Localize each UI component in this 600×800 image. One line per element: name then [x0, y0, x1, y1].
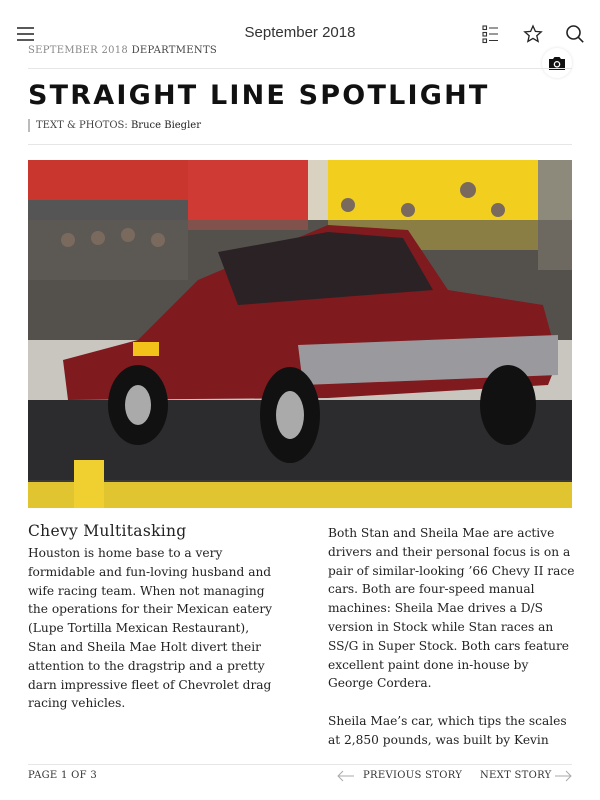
- article-column-left: [28, 520, 276, 732]
- page-indicator: PAGE 1 OF 3: [28, 770, 98, 781]
- article-paragraph: Sheila Mae’s car, which tips the scales at 2,850 pounds, was built by Kevin: [328, 713, 567, 747]
- previous-story-link[interactable]: PREVIOUS STORY: [363, 770, 463, 781]
- byline-label: TEXT & PHOTOS:: [36, 120, 128, 131]
- article-paragraph: Both Stan and Sheila Mae are active drivers and their personal focus is on a pair of similar-looking ’66 Chevy II race cars. Both are four-speed manual machines: Sheila Mae drives a D/S version in Stock while Stan races an SS/G in Super Stock. Both cars feature excellent paint done in-house by George Cordera.: [328, 526, 575, 691]
- article-paragraph: Houston is home base to a very formidable and fun-loving husband and wife racing team. When not managing the operations for their Mexican eatery (Lupe Tortilla Mexican Restaurant), Stan and Sheila Mae Holt divert their attention to the dragstrip and a pretty darn impressive fleet of Chevrolet drag racing vehicles.: [28, 546, 273, 711]
- drag-car-photo: [28, 160, 572, 508]
- byline: [28, 119, 201, 132]
- article-title: STRAIGHT LINE SPOTLIGHT: [28, 80, 490, 111]
- search-icon[interactable]: [565, 24, 585, 44]
- star-icon[interactable]: [523, 24, 543, 44]
- divider: [28, 68, 572, 69]
- arrow-right-icon[interactable]: [554, 770, 572, 782]
- top-bar: [0, 0, 600, 44]
- toc-list-icon[interactable]: [481, 24, 501, 44]
- article-subhead: Chevy Multitasking: [28, 522, 187, 540]
- divider: [28, 144, 572, 145]
- section-kicker: [28, 45, 217, 56]
- arrow-left-icon[interactable]: [337, 770, 355, 782]
- issue-date: SEPTEMBER 2018: [28, 45, 129, 56]
- article-column-right: [328, 524, 576, 768]
- camera-button[interactable]: [542, 48, 572, 78]
- byline-author: Bruce Biegler: [130, 120, 201, 131]
- section-name[interactable]: DEPARTMENTS: [131, 45, 218, 56]
- issue-title: September 2018: [244, 24, 356, 41]
- next-story-link[interactable]: NEXT STORY: [480, 770, 552, 781]
- divider: [28, 764, 572, 765]
- article-photo[interactable]: [28, 160, 572, 508]
